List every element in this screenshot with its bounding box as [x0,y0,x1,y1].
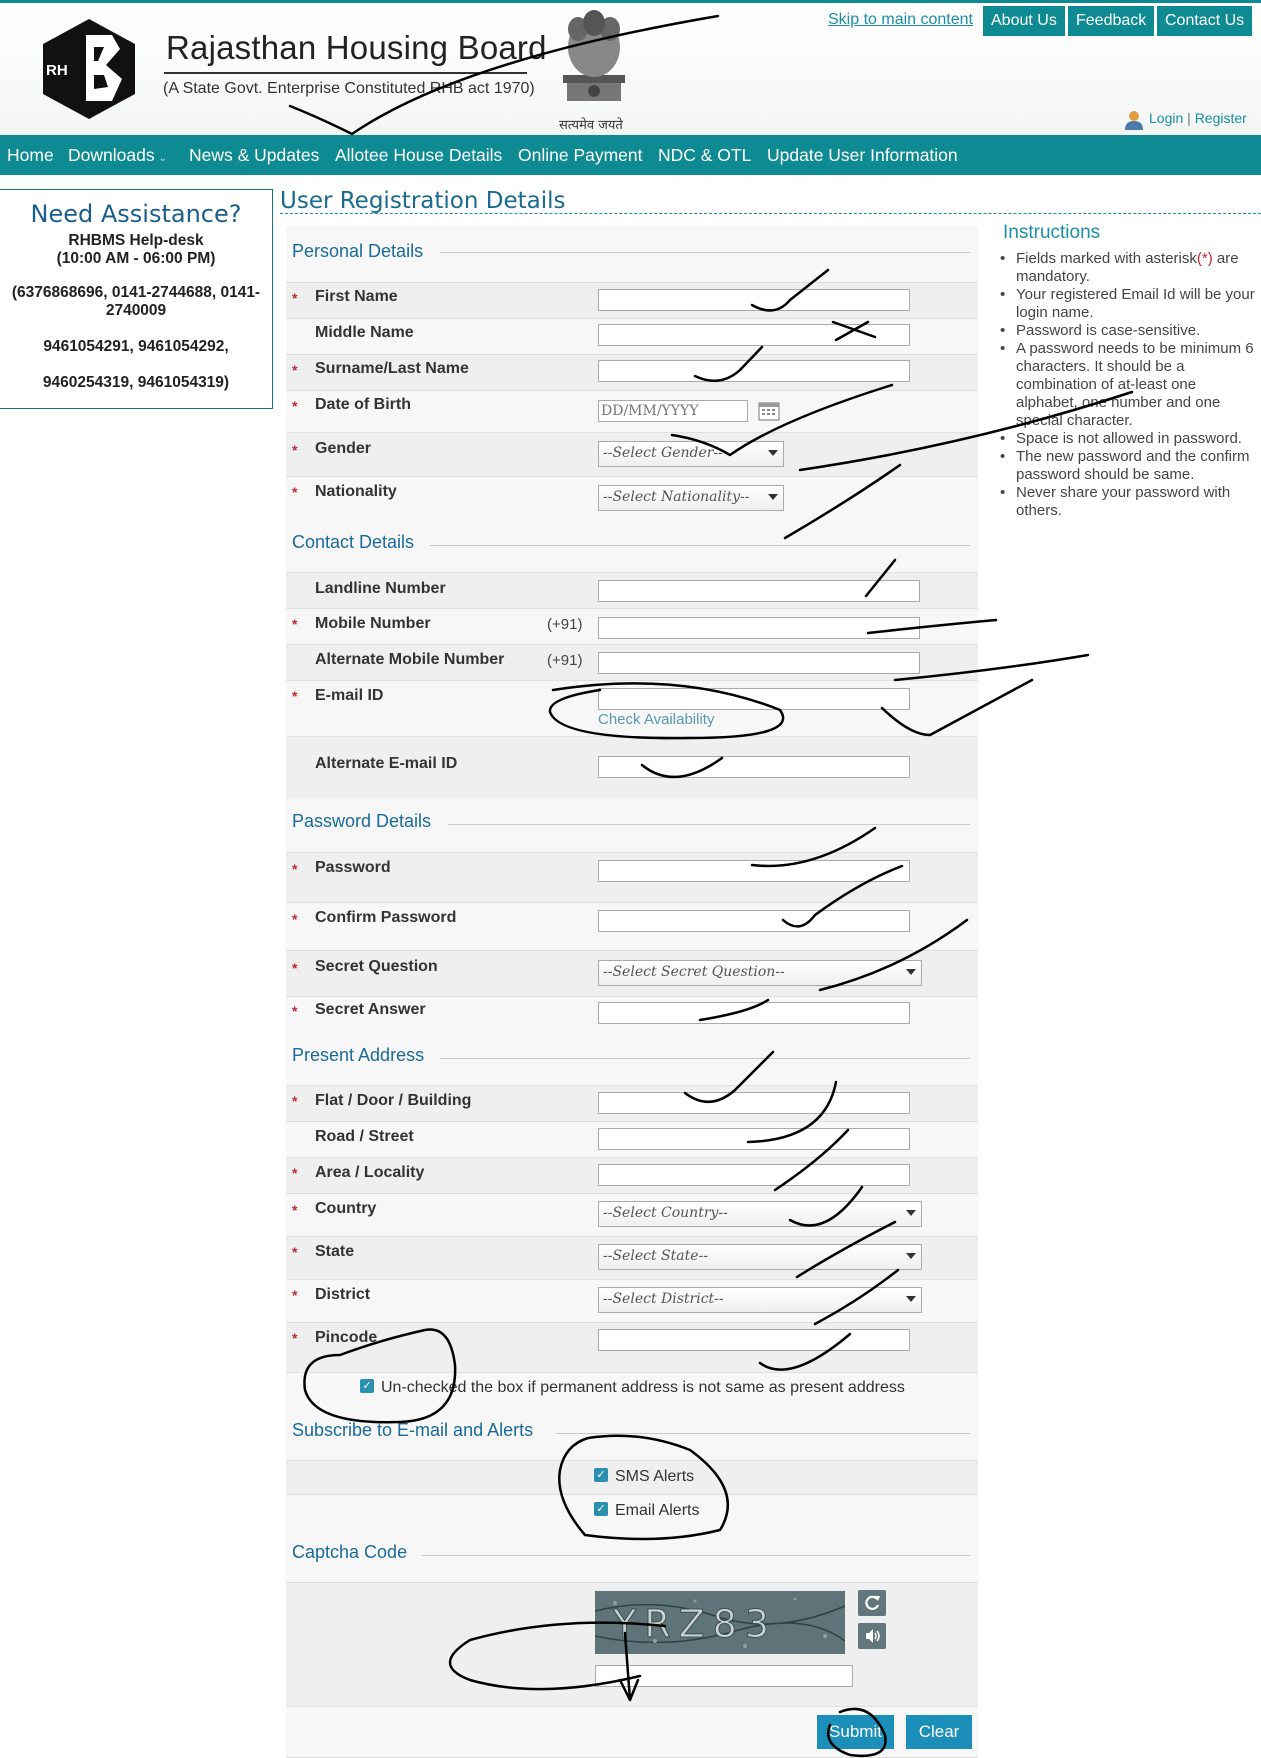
svg-text:YRZ83: YRZ83 [613,1602,778,1646]
section-rule [556,1433,970,1434]
nationality-label: Nationality [315,483,397,500]
required-marker: * [292,1244,298,1260]
required-marker: * [292,1003,298,1019]
state-label: State [315,1243,355,1260]
login-separator: | [1187,110,1191,126]
instruction-item: • Your registered Email Id will be your login name. [998,286,1261,322]
instruction-item: • Never share your password with others. [998,484,1261,520]
instructions-list [998,250,1261,520]
required-marker: * [292,1165,298,1181]
contact-us-button[interactable]: Contact Us [1157,6,1252,36]
page-title-rule [280,213,1261,214]
country-select[interactable] [598,1201,922,1227]
first-name-input[interactable] [598,289,910,311]
flat-input[interactable] [598,1092,910,1114]
alt-email-input[interactable] [598,756,910,778]
site-title: Rajasthan Housing Board [166,29,547,66]
gender-select[interactable] [598,441,784,467]
page-title: User Registration Details [280,188,566,214]
gender-label: Gender [315,440,372,457]
gender-select-value: --Select Gender-- [603,445,723,461]
mobile-label: Mobile Number [315,615,431,632]
required-marker: * [292,362,298,378]
nationality-select[interactable] [598,485,784,511]
required-marker: * [292,290,298,306]
alt-mobile-label: Alternate Mobile Number [315,651,505,668]
confirm-password-label: Confirm Password [315,909,457,926]
site-header [0,0,1261,135]
emblem-motto: सत्यमेव जयते [559,118,623,133]
instructions-title: Instructions [1003,222,1101,243]
dob-input[interactable] [598,400,748,422]
country-label: Country [315,1200,377,1217]
nav-allotee-house-details[interactable]: Allotee House Details [335,145,503,165]
district-select[interactable] [598,1287,922,1313]
section-rule [430,545,970,546]
nav-news-updates[interactable]: News & Updates [189,145,320,165]
section-rule [440,1058,970,1059]
nav-update-user-info[interactable]: Update User Information [767,145,958,165]
about-us-button[interactable]: About Us [983,6,1065,36]
user-icon [1124,110,1144,130]
feedback-button[interactable]: Feedback [1068,6,1154,36]
required-marker: * [292,1287,298,1303]
required-marker: * [292,1202,298,1218]
instruction-item: • The new password and the confirm password should be same. [998,448,1261,484]
helpdesk-phones: (6376868696, 0141-2744688, 0141-2740009 [11,284,261,319]
email-label: E-mail ID [315,687,384,704]
site-subtitle: (A State Govt. Enterprise Constituted RHB act 1970) [163,80,535,97]
helpdesk-hours: (10:00 AM - 06:00 PM) [56,250,216,267]
chevron-down-icon [906,1296,916,1302]
district-select-value: --Select District-- [603,1291,724,1307]
mobile-country-code: (+91) [547,616,583,633]
pincode-input[interactable] [598,1329,910,1351]
landline-label: Landline Number [315,580,446,597]
section-rule [422,1555,970,1556]
state-select-value: --Select State-- [603,1248,708,1264]
instruction-item: • Space is not allowed in password. [998,430,1261,448]
section-present-address: Present Address [292,1045,425,1065]
middle-name-input[interactable] [598,324,910,346]
assistance-box [0,189,273,409]
captcha-input[interactable] [595,1665,853,1687]
nav-home[interactable]: Home [7,145,54,165]
section-subscribe: Subscribe to E-mail and Alerts [292,1420,534,1440]
email-alerts-checkbox[interactable]: ✓ [594,1502,608,1516]
audio-captcha-icon[interactable] [858,1623,886,1649]
check-availability-link[interactable]: Check Availability [598,711,715,728]
alt-email-label: Alternate E-mail ID [315,755,458,772]
country-select-value: --Select Country-- [603,1205,728,1221]
secret-question-label: Secret Question [315,958,438,975]
captcha-image [595,1591,845,1654]
login-register [1149,110,1247,126]
chevron-down-icon [768,494,778,500]
helpdesk-mobiles-2: 9460254319, 9461054319) [42,374,230,391]
pincode-label: Pincode [315,1329,378,1346]
same-address-checkbox[interactable]: ✓ [360,1379,374,1393]
submit-button[interactable]: Submit [817,1715,894,1749]
chevron-down-icon [768,450,778,456]
instruction-item: • Password is case-sensitive. [998,322,1261,340]
chevron-down-icon: ⌄ [158,153,167,164]
secret-question-select[interactable] [598,960,922,986]
section-contact-details: Contact Details [292,532,415,552]
assistance-title: Need Assistance? [30,200,242,228]
required-marker: * [292,1093,298,1109]
national-emblem-icon [553,7,635,107]
required-marker: * [292,688,298,704]
secret-answer-input[interactable] [598,1002,910,1024]
sms-alerts-checkbox[interactable]: ✓ [594,1468,608,1482]
required-marker: * [292,484,298,500]
required-marker: * [292,911,298,927]
main-nav [0,135,1261,175]
first-name-label: First Name [315,288,398,305]
flat-label: Flat / Door / Building [315,1092,472,1109]
chevron-down-icon [906,1210,916,1216]
helpdesk-name: RHBMS Help-desk [68,232,204,249]
secret-question-select-value: --Select Secret Question-- [603,964,785,980]
landline-input[interactable] [598,580,920,602]
area-label: Area / Locality [315,1164,425,1181]
state-select[interactable] [598,1244,922,1270]
email-alerts-label: Email Alerts [615,1502,700,1519]
password-label: Password [315,859,391,876]
mobile-input[interactable] [598,617,920,639]
nationality-select-value: --Select Nationality-- [603,489,750,505]
required-marker: * [292,442,298,458]
required-marker: * [292,1330,298,1346]
rhb-logo[interactable] [40,17,138,121]
skip-to-main-link[interactable]: Skip to main content [828,11,973,28]
helpdesk-mobiles-1: 9461054291, 9461054292, [43,338,229,355]
refresh-captcha-icon[interactable] [858,1590,886,1616]
section-rule [440,252,970,253]
chevron-down-icon [906,969,916,975]
section-password-details: Password Details [292,811,432,831]
chevron-down-icon [906,1253,916,1259]
section-rule [448,824,970,825]
area-input[interactable] [598,1164,910,1186]
register-link[interactable]: Register [1194,110,1247,126]
login-link[interactable]: Login [1149,110,1184,126]
secret-answer-label: Secret Answer [315,1001,426,1018]
instruction-item: • Fields marked with asterisk(*) are mandatory. [998,250,1261,286]
clear-button[interactable]: Clear [906,1715,972,1749]
email-input[interactable] [598,688,910,710]
nav-downloads[interactable] [68,135,167,179]
required-marker: * [292,616,298,632]
section-personal-details: Personal Details [292,241,424,261]
road-label: Road / Street [315,1128,414,1145]
required-marker: * [292,861,298,877]
nav-downloads-label: Downloads [68,145,155,165]
title-underline [164,72,527,74]
road-input[interactable] [598,1128,910,1150]
required-marker: * [292,398,298,414]
nav-ndc-otl[interactable]: NDC & OTL [658,145,752,165]
section-captcha: Captcha Code [292,1542,408,1562]
nav-online-payment[interactable]: Online Payment [518,145,643,165]
alt-mobile-country-code: (+91) [547,652,583,669]
svg-text:RH: RH [46,62,68,79]
required-marker: * [292,960,298,976]
instruction-item: • A password needs to be minimum 6 characters. It should be a combination of at-least one alphabet, one number and one special character. [998,340,1261,430]
middle-name-label: Middle Name [315,324,414,341]
district-label: District [315,1286,371,1303]
surname-label: Surname/Last Name [315,360,469,377]
confirm-password-input[interactable] [598,910,910,932]
sms-alerts-label: SMS Alerts [615,1468,695,1485]
same-address-label: Un-checked the box if permanent address is not same as present address [381,1379,905,1396]
surname-input[interactable] [598,360,910,382]
dob-label: Date of Birth [315,396,411,413]
alt-mobile-input[interactable] [598,652,920,674]
password-input[interactable] [598,860,910,882]
calendar-icon[interactable] [757,400,781,422]
